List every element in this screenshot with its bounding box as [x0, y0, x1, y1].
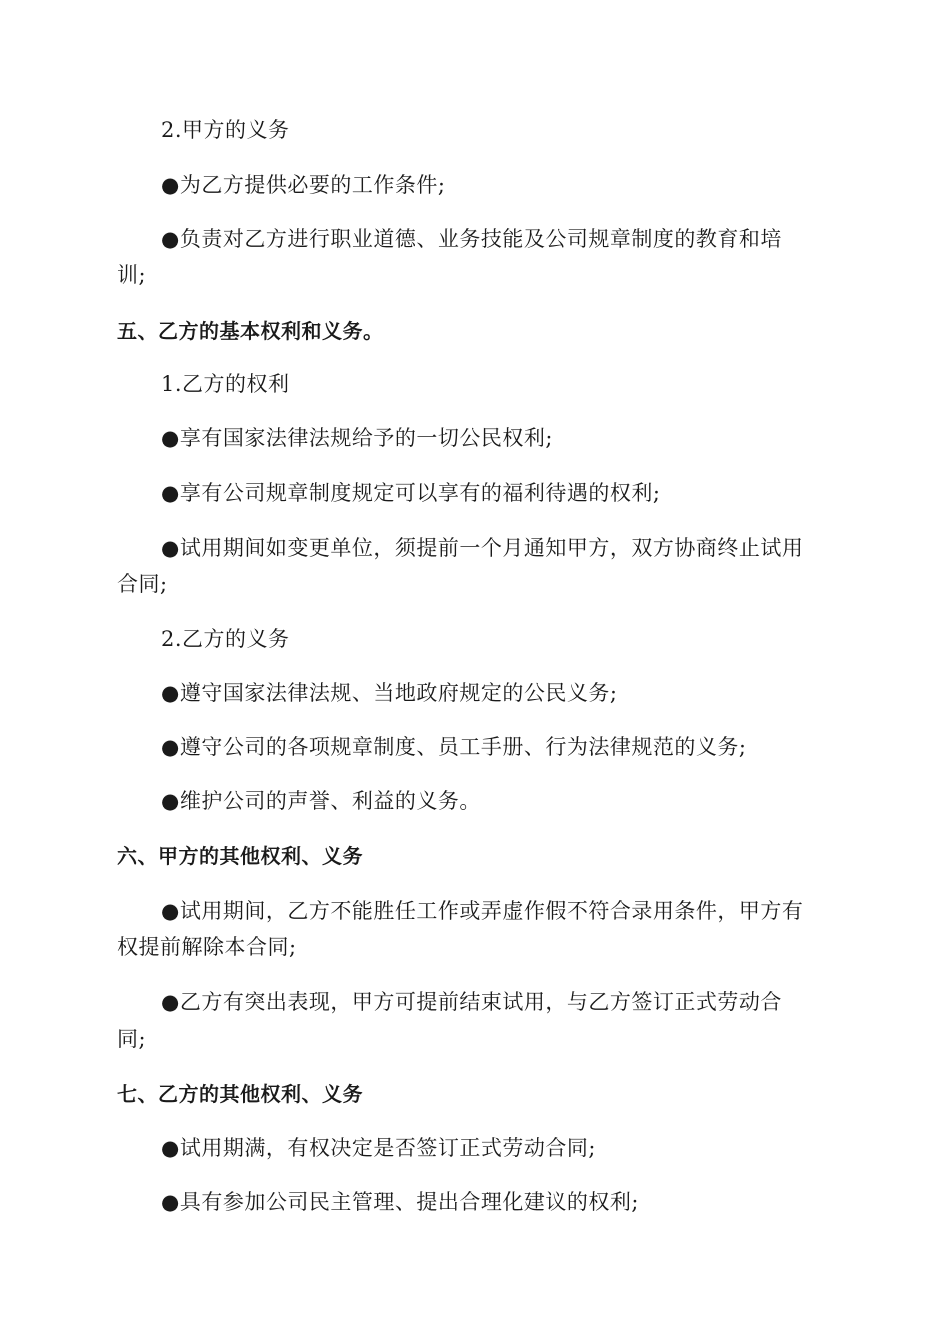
section-heading: 七、乙方的其他权利、义务 [117, 1082, 363, 1106]
bullet-item: ●试用期间如变更单位，须提前一个月通知甲方，双方协商终止试用 [161, 536, 804, 560]
section-heading: 五、乙方的基本权利和义务。 [117, 319, 384, 343]
bullet-item: ●为乙方提供必要的工作条件; [161, 173, 446, 197]
bullet-item: ●试用期间，乙方不能胜任工作或弄虚作假不符合录用条件，甲方有 [161, 899, 804, 923]
bullet-item: ●试用期满，有权决定是否签订正式劳动合同; [161, 1136, 596, 1160]
subsection-title: 1.乙方的权利 [161, 372, 290, 396]
bullet-item: ●遵守国家法律法规、当地政府规定的公民义务; [161, 681, 618, 705]
bullet-item: ●享有国家法律法规给予的一切公民权利; [161, 426, 553, 450]
bullet-item: ●遵守公司的各项规章制度、员工手册、行为法律规范的义务; [161, 735, 747, 759]
bullet-item: ●维护公司的声誉、利益的义务。 [161, 789, 481, 813]
bullet-item-continuation: 权提前解除本合同; [117, 935, 297, 959]
bullet-item: ●享有公司规章制度规定可以享有的福利待遇的权利; [161, 481, 661, 505]
section-heading: 六、甲方的其他权利、义务 [117, 844, 363, 868]
bullet-item-continuation: 训; [117, 263, 147, 287]
subsection-title: 2.甲方的义务 [161, 118, 290, 142]
bullet-item: ●具有参加公司民主管理、提出合理化建议的权利; [161, 1190, 639, 1214]
bullet-item: ●乙方有突出表现，甲方可提前结束试用，与乙方签订正式劳动合 [161, 990, 782, 1014]
subsection-title: 2.乙方的义务 [161, 627, 290, 651]
bullet-item-continuation: 同; [117, 1027, 147, 1051]
bullet-item: ●负责对乙方进行职业道德、业务技能及公司规章制度的教育和培 [161, 227, 782, 251]
bullet-item-continuation: 合同; [117, 572, 168, 596]
